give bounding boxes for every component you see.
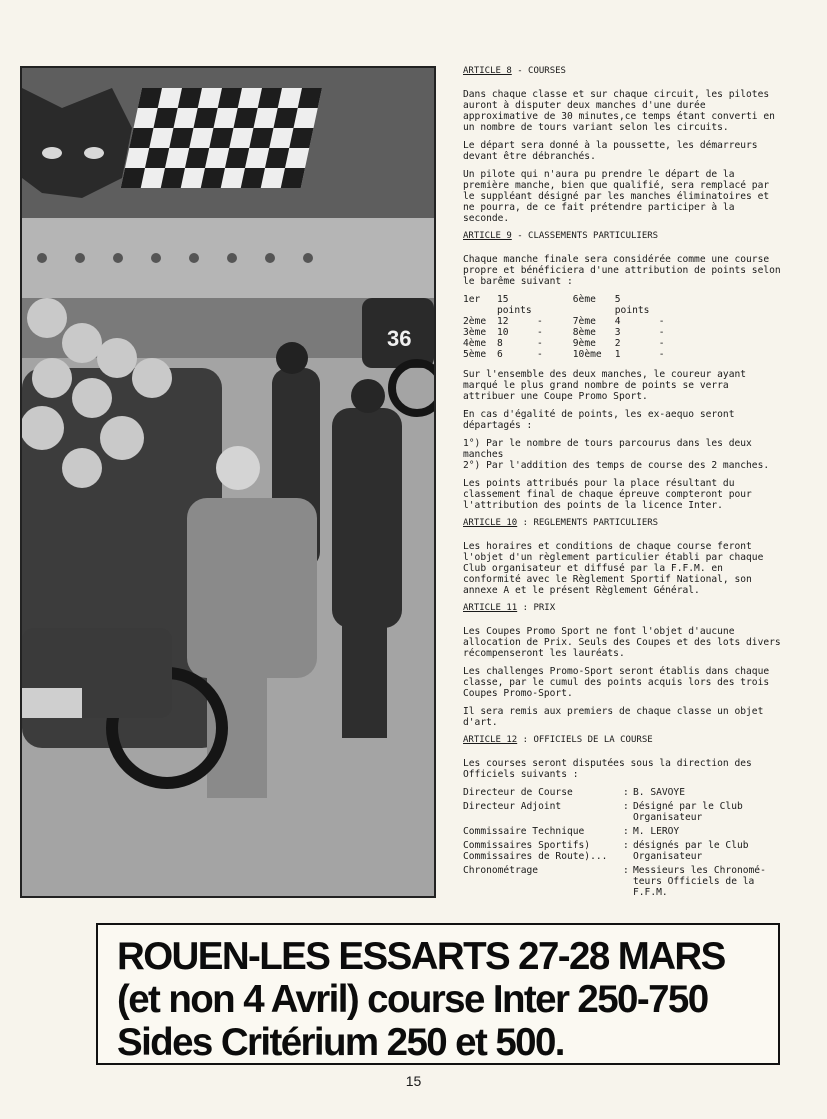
race-photo (20, 66, 436, 898)
page-number: 15 (405, 1073, 422, 1089)
official-sep: : (623, 865, 629, 876)
points-mark: - (658, 316, 665, 327)
official-sep: : (623, 787, 629, 798)
points-points: 2 (614, 338, 621, 349)
official-name: M. LEROY (633, 826, 680, 837)
article-title: : PRIX (522, 603, 556, 613)
article-title: - CLASSEMENTS PARTICULIERS (517, 231, 659, 241)
points-points: 10 (497, 327, 509, 338)
official-sep: : (623, 826, 629, 837)
official-name: Désigné par le Club Organisateur (633, 801, 743, 823)
article-title: - COURSES (517, 66, 566, 76)
article-number: ARTICLE 11 (463, 603, 518, 613)
article-number: ARTICLE 12 (463, 735, 518, 745)
article-number: ARTICLE 8 (463, 66, 512, 76)
official-sep: : (623, 840, 629, 851)
points-mark (659, 294, 665, 316)
points-points: 15 points (497, 294, 532, 316)
points-scale-left (463, 294, 543, 360)
points-place: 3ème (463, 327, 487, 338)
points-place: 7ème (572, 316, 596, 327)
paragraph: 1°) Par le nombre de tours parcourus dans les deux manches (463, 438, 752, 460)
points-place: 8ème (572, 327, 596, 338)
points-mark: - (537, 316, 543, 327)
points-place: 6ème (572, 294, 596, 305)
article-11-heading (463, 603, 781, 614)
article-12-heading (463, 735, 781, 746)
official-name: désignés par le Club Organisateur (633, 840, 749, 862)
article-9-heading (463, 231, 781, 242)
points-points: 3 (614, 327, 621, 338)
article-title: : OFFICIELS DE LA COURSE (522, 735, 653, 745)
paragraph: En cas d'égalité de points, les ex-aequo seront départagés : (463, 409, 735, 431)
points-place: 1er (463, 294, 481, 305)
photo-illustration (22, 68, 434, 896)
points-points: 1 (614, 349, 621, 360)
points-mark: - (537, 349, 543, 360)
official-role: Chronométrage (463, 865, 539, 876)
paragraph: Il sera remis aux premiers de chaque classe un objet d'art. (463, 706, 764, 728)
points-points: 6 (497, 349, 503, 360)
points-mark: - (658, 327, 665, 338)
paragraph: Le départ sera donné à la poussette, les démarreurs devant être débranchés. (463, 140, 758, 162)
points-place: 9ème (572, 338, 596, 349)
points-points: 8 (497, 338, 503, 349)
article-number: ARTICLE 9 (463, 231, 512, 241)
official-role: Directeur Adjoint (463, 801, 562, 812)
official-name: Messieurs les Chronomé- teurs Officiels de la F.F.M. (633, 865, 766, 898)
points-place: 10ème (572, 349, 602, 360)
banner-line: Sides Critérium 250 et 500. (117, 1021, 564, 1064)
points-mark: - (537, 338, 543, 349)
points-points: 5 points (614, 294, 650, 316)
banner-line: ROUEN-LES ESSARTS 27-28 MARS (117, 935, 725, 978)
points-points: 4 (614, 316, 621, 327)
article-number: ARTICLE 10 (463, 518, 518, 528)
article-10-heading (463, 518, 781, 529)
paragraph: Les Coupes Promo Sport ne font l'objet d'aucune allocation de Prix. Seuls des Coupes et des lots divers récompenseront les lauréats. (463, 626, 781, 659)
points-scale-right (573, 294, 665, 360)
official-role: Commissaire Technique (463, 826, 585, 837)
official-sep: : (623, 801, 629, 812)
paragraph: Dans chaque classe et sur chaque circuit, les pilotes auront à disputer deux manches d'une durée approximative de 30 minutes,ce temps étant converti en un nombre de tours variant selon les circuits. (463, 89, 775, 133)
points-mark: - (537, 327, 543, 338)
paragraph: Un pilote qui n'aura pu prendre le départ de la première manche, bien que qualifié, sera remplacé par le suppléant désigné par les manches éliminatoires et ne pourra, de ce fait prétendre participer à la seconde. (463, 169, 770, 224)
paragraph: Les courses seront disputées sous la direction des Officiels suivants : (463, 758, 752, 780)
official-role: Commissaires Sportifs) Commissaires de Route)... (463, 840, 608, 862)
article-title: : REGLEMENTS PARTICULIERS (522, 518, 659, 528)
event-banner (96, 923, 780, 1065)
paragraph: Les challenges Promo-Sport seront établis dans chaque classe, par le cumul des points acquis lors des trois Coupes Promo-Sport. (463, 666, 770, 699)
points-place: 2ème (463, 316, 487, 327)
officials-list (463, 787, 781, 901)
points-mark: - (658, 338, 665, 349)
official-name: B. SAVOYE (633, 787, 685, 798)
paragraph: Sur l'ensemble des deux manches, le coureur ayant marqué le plus grand nombre de points se verra attribuer une Coupe Promo Sport. (463, 369, 747, 402)
points-mark: - (658, 349, 665, 360)
points-mark (537, 294, 543, 316)
rules-column (463, 66, 781, 901)
points-place: 5ème (463, 349, 487, 360)
banner-line: (et non 4 Avril) course Inter 250-750 (117, 978, 708, 1021)
paragraph: Chaque manche finale sera considérée comme une course propre et bénéficiera d'une attribution de points selon le barême suivant : (463, 254, 781, 287)
bike-number: 36 (387, 326, 412, 351)
points-place: 4ème (463, 338, 487, 349)
points-scale (463, 294, 781, 360)
article-8-heading (463, 66, 781, 77)
points-points: 12 (497, 316, 509, 327)
paragraph: Les points attribués pour la place résultant du classement final de chaque épreuve compteront pour l'attribution des points de la licence Inter. (463, 478, 752, 511)
paragraph: 2°) Par l'addition des temps de course des 2 manches. (463, 460, 770, 471)
official-role: Directeur de Course (463, 787, 573, 798)
paragraph: Les horaires et conditions de chaque course feront l'objet d'un règlement particulier établi par chaque Club organisateur et diffusé par la F.F.M. en conformité avec le Règlement Sportif National, son annexe A et le présent Règlement Général. (463, 541, 764, 596)
